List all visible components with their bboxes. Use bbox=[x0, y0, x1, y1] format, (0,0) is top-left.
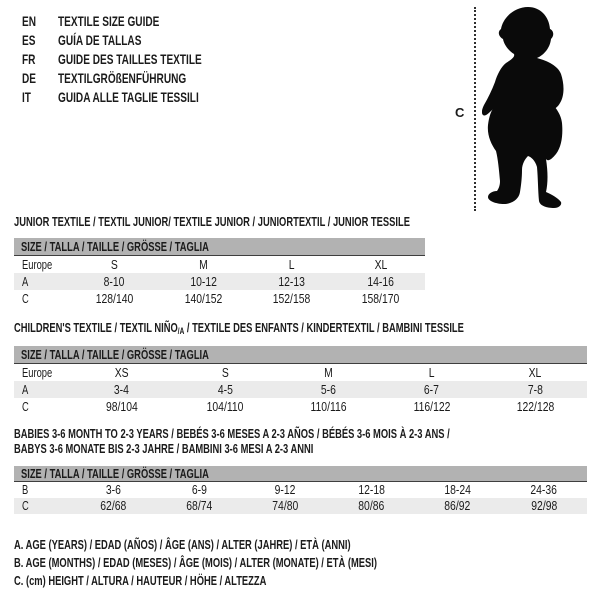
value-cell: 5-6 bbox=[320, 382, 337, 397]
value-cell: 10-12 bbox=[189, 274, 217, 289]
lang-title: TEXTILGRÖßENFÜHRUNG bbox=[58, 70, 187, 86]
size-cell: S bbox=[221, 365, 229, 380]
value-cell: 4-5 bbox=[217, 382, 233, 397]
value-cell: 86/92 bbox=[444, 498, 471, 513]
row-label: Europe bbox=[22, 257, 53, 272]
language-title-list bbox=[22, 12, 272, 107]
legend-line-a: A. AGE (YEARS) / EDAD (AÑOS) / ÂGE (ANS) / ALTER (JAHRE) / ETÀ (ANNI) bbox=[14, 537, 351, 552]
value-cell: 6-9 bbox=[191, 482, 207, 497]
size-cell: L bbox=[288, 257, 295, 272]
value-cell: 110/116 bbox=[310, 399, 347, 414]
babies-textile-table bbox=[14, 426, 587, 514]
table-title-line2: BABYS 3-6 MONATE BIS 2-3 JAHRE / BAMBINI 3-6 MESI A 2-3 ANNI bbox=[14, 441, 314, 456]
subscript: /A bbox=[177, 326, 185, 336]
table-title-line1: BABIES 3-6 MONTH TO 2-3 YEARS / BEBÉS 3-6 MESES A 2-3 AÑOS / BÉBÉS 3-6 MOIS À 2-3 ANS / bbox=[14, 426, 450, 441]
row-label: Europe bbox=[22, 365, 53, 380]
lang-row-es bbox=[22, 31, 272, 50]
table-row-europe bbox=[14, 364, 587, 381]
lang-row-fr bbox=[22, 50, 272, 69]
table-row-age bbox=[14, 381, 587, 398]
size-header-bar: SIZE / TALLA / TAILLE / GRÖSSE / TAGLIA bbox=[14, 238, 425, 256]
lang-row-en bbox=[22, 12, 272, 31]
table-row-height bbox=[14, 498, 587, 514]
lang-row-it bbox=[22, 88, 272, 107]
value-cell: 140/152 bbox=[184, 291, 222, 306]
table-row-age bbox=[14, 273, 425, 290]
value-cell: 3-6 bbox=[105, 482, 121, 497]
value-cell: 80/86 bbox=[358, 498, 385, 513]
value-cell: 6-7 bbox=[424, 382, 440, 397]
height-measure-label: C bbox=[455, 105, 465, 120]
value-cell: 12-13 bbox=[278, 274, 306, 289]
legend-line-b: B. AGE (MONTHS) / EDAD (MESES) / ÂGE (MOIS) / ALTER (MONATE) / ETÀ (MESI) bbox=[14, 555, 377, 570]
row-label: A bbox=[22, 274, 29, 289]
value-cell: 128/140 bbox=[95, 291, 134, 306]
value-cell: 8-10 bbox=[103, 274, 125, 289]
lang-title: TEXTILE SIZE GUIDE bbox=[58, 13, 160, 29]
value-cell: 152/158 bbox=[273, 291, 311, 306]
row-label: C bbox=[22, 399, 29, 414]
value-cell: 116/122 bbox=[413, 399, 451, 414]
value-cell: 68/74 bbox=[186, 498, 213, 513]
table-row-age-months bbox=[14, 482, 587, 498]
lang-code: EN bbox=[22, 13, 37, 29]
value-cell: 158/170 bbox=[361, 291, 400, 306]
row-label: A bbox=[22, 382, 29, 397]
size-cell: S bbox=[110, 257, 118, 272]
value-cell: 74/80 bbox=[272, 498, 299, 513]
value-cell: 62/68 bbox=[100, 498, 127, 513]
size-header-bar: SIZE / TALLA / TAILLE / GRÖSSE / TAGLIA bbox=[14, 466, 587, 482]
value-cell: 18-24 bbox=[444, 482, 472, 497]
lang-code: ES bbox=[22, 32, 36, 48]
table-row-height bbox=[14, 290, 425, 307]
table-title: JUNIOR TEXTILE / TEXTIL JUNIOR/ TEXTILE JUNIOR / JUNIORTEXTIL / JUNIOR TESSILE bbox=[14, 214, 410, 229]
lang-code: IT bbox=[22, 89, 31, 105]
size-cell: XL bbox=[528, 365, 542, 380]
legend-line-c: C. (cm) HEIGHT / ALTURA / HAUTEUR / HÖHE / ALTEZZA bbox=[14, 573, 267, 588]
size-cell: L bbox=[428, 365, 435, 380]
size-header-bar: SIZE / TALLA / TAILLE / GRÖSSE / TAGLIA bbox=[14, 346, 587, 364]
value-cell: 12-18 bbox=[358, 482, 385, 497]
lang-title: GUIDA ALLE TAGLIE TESSILI bbox=[58, 89, 199, 105]
size-cell: XS bbox=[114, 365, 129, 380]
lang-row-de bbox=[22, 69, 272, 88]
value-cell: 9-12 bbox=[274, 482, 296, 497]
size-cell: XL bbox=[374, 257, 387, 272]
value-cell: 104/110 bbox=[206, 399, 244, 414]
table-row-europe bbox=[14, 256, 425, 273]
row-label: C bbox=[22, 291, 29, 306]
value-cell: 24-36 bbox=[530, 482, 558, 497]
size-cell: M bbox=[198, 257, 208, 272]
junior-textile-table bbox=[14, 215, 425, 307]
table-row-height bbox=[14, 398, 587, 415]
value-cell: 98/104 bbox=[105, 399, 138, 414]
lang-code: DE bbox=[22, 70, 37, 86]
childrens-textile-table bbox=[14, 321, 587, 415]
row-label: B bbox=[22, 482, 29, 497]
value-cell: 122/128 bbox=[516, 399, 555, 414]
table-title: CHILDREN'S TEXTILE / TEXTIL NIÑO/A / TEXTILE DES ENFANTS / KINDERTEXTIL / BAMBINI TESSILE bbox=[14, 320, 464, 336]
row-label: C bbox=[22, 498, 29, 513]
lang-title: GUÍA DE TALLAS bbox=[58, 32, 142, 48]
value-cell: 7-8 bbox=[527, 382, 543, 397]
value-cell: 92/98 bbox=[530, 498, 557, 513]
value-cell: 3-4 bbox=[114, 382, 130, 397]
lang-title: GUIDE DES TAILLES TEXTILE bbox=[58, 51, 202, 67]
lang-code: FR bbox=[22, 51, 36, 67]
size-cell: M bbox=[324, 365, 333, 380]
height-measure-dotted-line bbox=[474, 7, 476, 211]
measurement-legend bbox=[14, 536, 518, 590]
value-cell: 14-16 bbox=[367, 274, 394, 289]
toddler-silhouette-image bbox=[482, 6, 566, 208]
